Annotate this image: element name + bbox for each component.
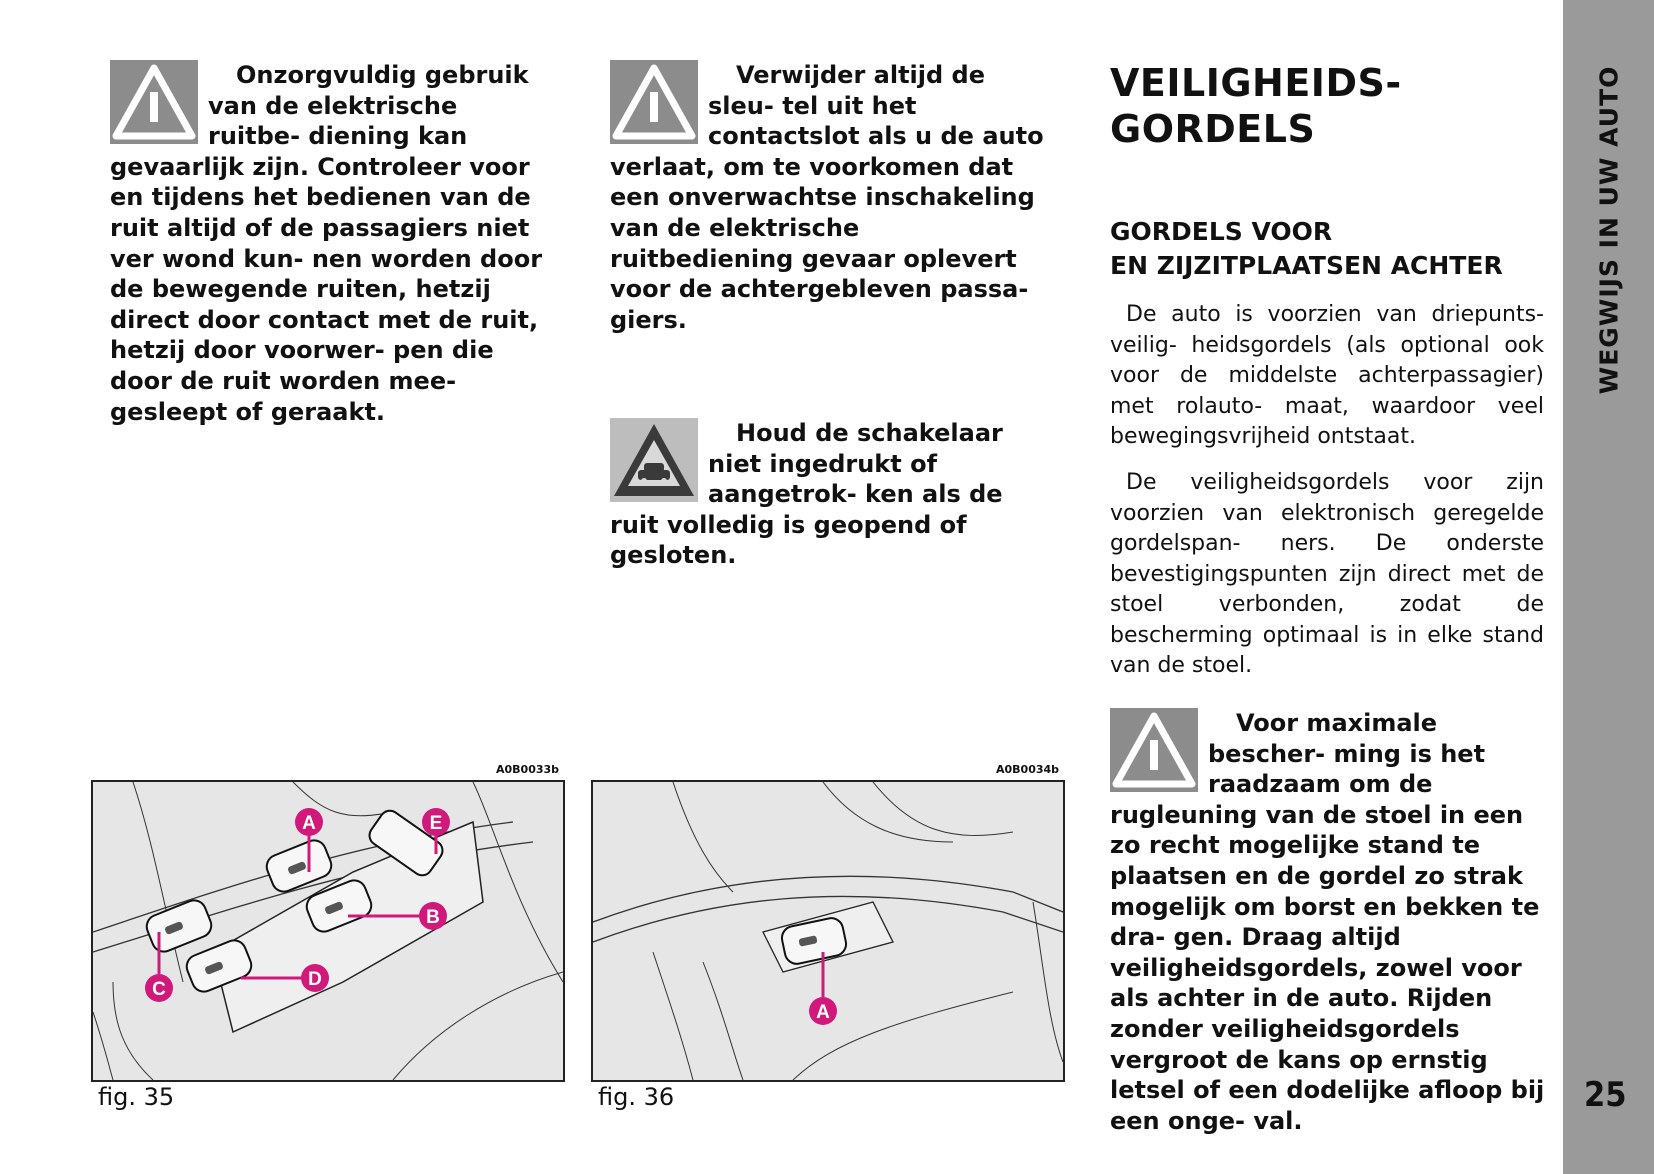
marker-e [422, 808, 450, 836]
figure-markers [93, 782, 563, 1080]
figure-36-window-switch [591, 780, 1065, 1082]
heading-line: VEILIGHEIDS- [1110, 61, 1402, 105]
warning-text: Onzorgvuldig gebruik van de elektrische ruitbe- diening kan gevaarlijk zijn. Controleer voor en tijdens het bedienen van de ruit altijd of de passagiers niet ver wond kun- nen worden door de bewegende ruiten, hetzij direct door contact met de ruit, hetzij door voorwer- pen die door de ruit worden mee- gesleept of geraakt. [110, 61, 543, 426]
subheading-line: GORDELS VOOR [1110, 217, 1333, 246]
svg-text:E: E [429, 813, 443, 834]
marker-d [301, 964, 329, 992]
warning-text: Houd de schakelaar niet ingedrukt of aangetrok- ken als de ruit volledig is geopend of gesloten. [610, 419, 1003, 570]
figure-caption: fig. 36 [598, 1083, 675, 1111]
warning-triangle-icon [1110, 708, 1198, 792]
svg-text:C: C [152, 979, 166, 1000]
warning-window-use [110, 60, 544, 427]
svg-text:B: B [426, 907, 440, 928]
warning-remove-key [610, 60, 1050, 335]
figure-code: A0B0033b [496, 763, 560, 776]
subsection-heading [1110, 215, 1503, 283]
chapter-title: WEGWIJS IN UW AUTO [1594, 65, 1624, 395]
car-damage-warning-icon [610, 418, 698, 502]
marker-b [419, 902, 447, 930]
subheading-line: EN ZIJZITPLAATSEN ACHTER [1110, 251, 1503, 280]
heading-line: GORDELS [1110, 107, 1316, 151]
svg-text:D: D [308, 969, 322, 990]
body-paragraph: De auto is voorzien van driepunts-veilig- heidsgordels (als optional ook voor de middelste achterpassagier) met rolauto- maat, waardoor veel bewegingsvrijheid ontstaat. [1110, 302, 1544, 449]
page-number: 25 [1584, 1075, 1627, 1115]
svg-text:A: A [816, 1002, 830, 1023]
marker-c [145, 974, 173, 1002]
figure-35-window-switches [91, 780, 565, 1082]
warning-switch-hold [610, 418, 1044, 571]
warning-seatbelt [1110, 708, 1550, 1136]
figure-caption: fig. 35 [98, 1083, 175, 1111]
marker-a [809, 997, 837, 1025]
warning-triangle-icon [610, 60, 698, 144]
marker-a [295, 808, 323, 836]
warning-triangle-icon [110, 60, 198, 144]
figure-code: A0B0034b [996, 763, 1060, 776]
svg-text:A: A [302, 813, 316, 834]
warning-text: Voor maximale bescher- ming is het raadzaam om de rugleuning van de stoel in een zo recht mogelijke stand te plaatsen en de gordel zo strak mogelijk om borst en bekken te dra- gen. Draag altijd veiligheidsgordels, zowel voor als achter in de auto. Rijden zonder veiligheidsgordels vergroot de kans op ernstig letsel of een dodelijke afloop bij een onge- val. [1110, 709, 1545, 1135]
figure-markers [593, 782, 1063, 1080]
section-heading [1110, 60, 1402, 152]
body-paragraph: De veiligheidsgordels voor zijn voorzien van elektronisch geregelde gordelspan- ners. De onderste bevestigingspunten zijn direct met de stoel verbonden, zodat de bescherming optimaal is in elke stand van de stoel. [1110, 470, 1544, 678]
warning-text: Verwijder altijd de sleu- tel uit het contactslot als u de auto verlaat, om te voorkomen dat een onverwachtse inschakeling van de elektrische ruitbediening gevaar oplevert voor de achtergebleven passa- giers. [610, 61, 1044, 334]
